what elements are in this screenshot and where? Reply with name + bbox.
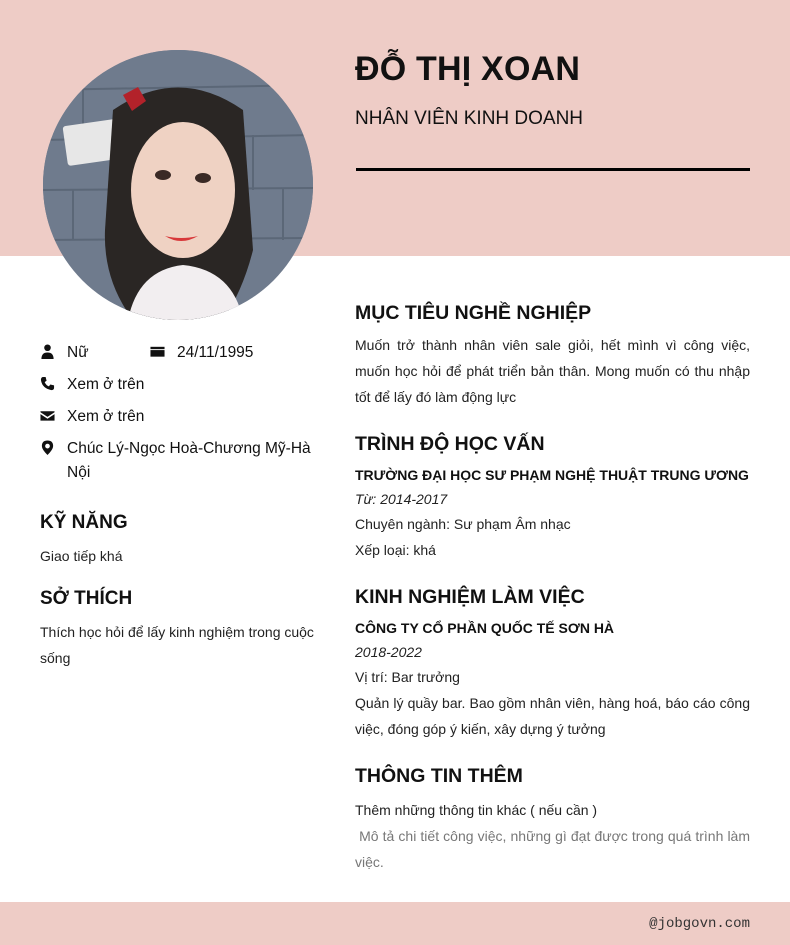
gender-value: Nữ — [67, 344, 89, 361]
map-pin-icon — [40, 438, 55, 456]
calendar-icon — [150, 342, 165, 360]
additional-line1: Thêm những thông tin khác ( nếu cần ) — [355, 802, 598, 818]
additional-heading: THÔNG TIN THÊM — [355, 765, 523, 787]
header-divider — [356, 168, 750, 171]
phone-icon — [40, 374, 55, 392]
education-heading: TRÌNH ĐỘ HỌC VẤN — [355, 433, 545, 455]
gender-row — [40, 341, 89, 365]
experience-heading: KINH NGHIỆM LÀM VIỆC — [355, 586, 585, 608]
birthday-value: 24/11/1995 — [177, 344, 254, 361]
envelope-icon — [40, 406, 55, 424]
education-period: Từ: 2014-2017 — [355, 491, 448, 507]
skills-text: Giao tiếp khá — [40, 548, 123, 564]
job-title: NHÂN VIÊN KINH DOANH — [355, 108, 584, 129]
phone-value: Xem ở trên — [67, 376, 145, 393]
birthday-row — [150, 341, 253, 365]
skills-heading: KỸ NĂNG — [40, 512, 128, 533]
candidate-name: ĐỖ THỊ XOAN — [355, 50, 581, 88]
objective-text: Muốn trở thành nhân viên sale giỏi, hết mình vì công việc, muốn học hỏi để phát triển bản thân. Mong muốn có thu nhập tốt để lấy đó làm động lực — [355, 337, 750, 405]
experience-company: CÔNG TY CỔ PHẦN QUỐC TẾ SƠN HÀ — [355, 620, 615, 636]
education-major: Chuyên ngành: Sư phạm Âm nhạc — [355, 516, 571, 532]
education-grade: Xếp loại: khá — [355, 542, 436, 558]
avatar — [43, 50, 313, 320]
additional-line2: Mô tả chi tiết công việc, những gì đạt được trong quá trình làm việc. — [355, 828, 754, 870]
hobbies-heading: SỞ THÍCH — [40, 588, 133, 609]
address-value: Chúc Lý-Ngọc Hoà-Chương Mỹ-Hà Nội — [67, 440, 311, 481]
experience-position: Vị trí: Bar trưởng — [355, 669, 460, 685]
experience-period: 2018-2022 — [355, 644, 422, 660]
email-row — [40, 405, 144, 429]
phone-row — [40, 373, 144, 397]
experience-description: Quản lý quầy bar. Bao gồm nhân viên, hàng hoá, báo cáo công việc, đóng góp ý kiến, xây dựng ý tưởng — [355, 695, 750, 737]
address-row — [40, 437, 330, 485]
education-school: TRƯỜNG ĐẠI HỌC SƯ PHẠM NGHỆ THUẬT TRUNG ƯƠNG — [355, 467, 749, 483]
email-value: Xem ở trên — [67, 408, 145, 425]
person-icon — [40, 342, 55, 360]
objective-heading: MỤC TIÊU NGHỀ NGHIỆP — [355, 302, 592, 324]
avatar-photo — [43, 50, 313, 320]
footer-watermark: @jobgovn.com — [649, 916, 750, 932]
hobbies-text: Thích học hỏi để lấy kinh nghiệm trong cuộc sống — [40, 624, 314, 666]
